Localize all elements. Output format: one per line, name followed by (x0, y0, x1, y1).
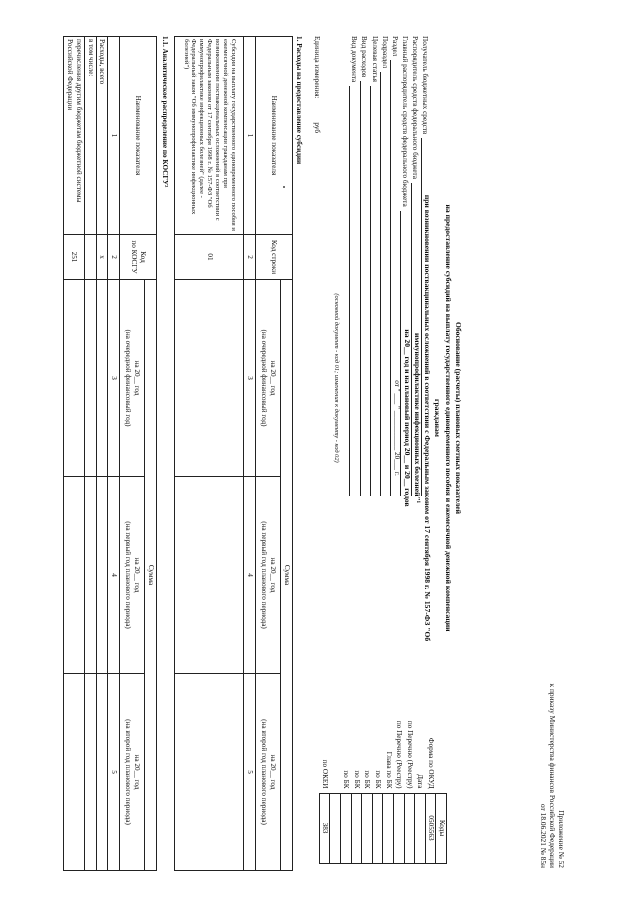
s1-row-value-2 (175, 477, 244, 674)
codes-row-label: по Перечню (Реестру) (405, 720, 414, 789)
s1-number-row (244, 37, 256, 871)
s11-col-code (120, 235, 157, 280)
info-field-label: Подраздел (380, 36, 389, 69)
s1-num-4: 4 (244, 477, 256, 674)
codes-header-row (436, 693, 447, 863)
codes-row (341, 693, 352, 863)
s11-col-year1-b: (на очередной финансовый год) (124, 329, 132, 427)
s11-row-code: 251 (64, 235, 85, 280)
info-fields (350, 36, 432, 496)
codes-row-label: по БК (342, 770, 351, 789)
info-field-underline (421, 138, 430, 496)
codes-row-value (341, 793, 352, 863)
section-11-table (63, 36, 157, 871)
codes-row (383, 693, 394, 863)
s11-row-code: x (96, 235, 108, 280)
info-field-underline (350, 86, 359, 496)
codes-row-label: по ОКЕИ (321, 759, 329, 789)
s11-row-code (85, 235, 97, 280)
s1-col-year2-b: (на первый год планового периода) (260, 521, 268, 629)
s11-body (64, 37, 108, 871)
s11-num-3: 3 (108, 280, 120, 477)
rotated-form (35, 28, 565, 878)
codes-row-value: 383 (319, 793, 330, 863)
s1-col-year2 (256, 477, 281, 674)
info-field-label: Распорядитель средств федерального бюджета (411, 36, 420, 179)
codes-row-label: Глава по БК (384, 751, 393, 789)
codes-row (330, 693, 341, 863)
appendix-number: Приложение № 52 (557, 810, 566, 868)
s11-row-value (64, 280, 85, 477)
doc-type-caption: (основной документ - код 01; изменения к документу - код 02) (333, 293, 340, 463)
s11-row-value (85, 674, 97, 871)
s11-col-name: Наименование показателя (120, 37, 157, 235)
info-field-row (350, 36, 360, 496)
s11-col-year3 (120, 674, 145, 871)
s1-num-3: 3 (244, 280, 256, 477)
info-field-underline (360, 81, 369, 496)
s11-num-4: 4 (108, 477, 120, 674)
s11-data-row (64, 37, 85, 871)
info-field-underline (411, 183, 420, 496)
s11-col-code-a: Код (138, 251, 147, 263)
codes-row (404, 693, 415, 863)
s11-row-value (96, 280, 108, 477)
codes-header-spacer (436, 693, 447, 793)
s11-col-year2 (120, 477, 145, 674)
info-field-label: Вид расходов (360, 36, 369, 78)
codes-row-label: по Перечню (Реестру) (395, 720, 404, 789)
s11-col-year3-a: на 20__ год (132, 754, 141, 790)
codes-row (425, 693, 436, 863)
info-field-row (390, 36, 400, 496)
s1-col-name: Наименование показателя (256, 37, 293, 235)
codes-row-value (394, 793, 405, 863)
codes-row (372, 693, 383, 863)
s11-num-2: 2 (108, 235, 120, 280)
s11-col-sum: Сумма (145, 280, 157, 871)
codes-row (394, 693, 405, 863)
codes-row-label: Дата (416, 774, 425, 789)
s11-row-value (64, 477, 85, 674)
title-line-2: на предоставление субсидий на выплату государственного единовременного пособия и ежемесячной денежной компенсации гражданам (433, 204, 453, 632)
s1-col-year2-a: на 20__ год (268, 557, 277, 593)
codes-row-value (415, 793, 426, 863)
date-line: от " ___ " ___________ 20___ г. (393, 380, 401, 476)
s1-num-2: 2 (244, 235, 256, 280)
codes-row-label: по БК (373, 770, 382, 789)
s11-num-1: 1 (108, 37, 120, 235)
info-field-label: Целевая статья (370, 36, 379, 82)
s11-row-value (96, 477, 108, 674)
codes-row-value (351, 793, 362, 863)
codes-row-label (330, 693, 341, 793)
s1-col-year1-a: на 20__ год (268, 360, 277, 396)
s1-data-row (175, 37, 244, 871)
unit-line (312, 36, 321, 336)
s11-row-value (85, 280, 97, 477)
codes-row (362, 693, 373, 863)
info-field-row (421, 36, 431, 496)
s11-number-row (108, 37, 120, 871)
info-field-row (400, 36, 410, 496)
s1-col-year3-b: (на второй год планового периода) (260, 719, 268, 825)
codes-row-label: Форма по ОКУД (426, 737, 435, 789)
codes-row-label: по БК (363, 770, 372, 789)
title-line-4: на 20__ год и на плановый период 20__ и 20__ годов (402, 329, 412, 507)
s11-row-value (85, 477, 97, 674)
s1-row-label: Субсидия на выплату государственного единовременного пособия и ежемесячной денежной компенсации гражданам при возникновении поствакцинальных осложнений в соответствии с Федеральным законом от 17 сентября 1998 г. № 157-ФЗ "Об иммунопрофилактике инфекционных болезней" (далее - Федеральный закон "Об иммунопрофилактике инфекционных болезней") (175, 37, 244, 235)
s11-col-year2-b: (на первый год планового периода) (124, 521, 132, 629)
codes-row-value (383, 793, 394, 863)
s11-num-5: 5 (108, 674, 120, 871)
s1-col-year3 (256, 674, 281, 871)
codes-row-label: по БК (352, 770, 361, 789)
info-field-row (411, 36, 421, 496)
codes-row-value (372, 793, 383, 863)
s1-num-5: 5 (244, 674, 256, 871)
appendix-order: к приказу Министерства финансов Российской Федерации (548, 683, 558, 868)
s11-row-value (96, 674, 108, 871)
appendix-date: от 18.06.2021 № 85н (539, 803, 549, 868)
s1-num-1: 1 (244, 37, 256, 235)
appendix-block (538, 538, 565, 868)
s11-col-year3-b: (на второй год планового периода) (124, 719, 132, 825)
s11-row-value (64, 674, 85, 871)
s1-row-value-1 (175, 280, 244, 477)
s11-col-year2-a: на 20__ год (132, 557, 141, 593)
s11-row-label: в том числе: (85, 37, 97, 235)
info-field-row (380, 36, 390, 496)
s1-col-sum: Сумма (281, 280, 293, 871)
codes-body (319, 693, 446, 863)
s11-data-row (85, 37, 97, 871)
info-field-label: Главный распорядитель средств федерального бюджета (401, 36, 410, 207)
s11-col-code-b: по КОСГУ (130, 240, 138, 274)
section-11-heading: 1.1. Аналитическое распределение по КОСГУ² (161, 36, 169, 188)
s1-col-year1 (256, 280, 281, 477)
s1-row-code: 01 (175, 235, 244, 280)
codes-row-value (404, 793, 415, 863)
s11-row-label: перечисления другим бюджетам бюджетной системы Российской Федерации (64, 37, 85, 235)
codes-row-value: 0505563 (425, 793, 436, 863)
codes-header: Коды (436, 793, 447, 863)
codes-row (319, 693, 330, 863)
info-field-underline (390, 60, 399, 496)
unit-value: руб (313, 122, 321, 133)
title-line-3: при возникновении поствакцинальных осложнений в соответствии с Федеральным законом от 17 сентября 1998 г. № 157-ФЗ "Об иммунопрофилактике инфекционных болезней"¹ (413, 194, 433, 642)
info-field-underline (380, 72, 389, 496)
section-1-table (174, 36, 293, 871)
info-field-row (370, 36, 380, 496)
info-field-underline (400, 211, 409, 496)
s11-row-label: Расходы, всего (96, 37, 108, 235)
codes-row (415, 693, 426, 863)
s1-col-year3-a: на 20__ год (268, 754, 277, 790)
unit-label: Единица измерения: (313, 36, 321, 99)
s1-row-value-3 (175, 674, 244, 871)
codes-table (319, 693, 447, 864)
info-field-label: Раздел (390, 36, 399, 57)
info-field-row (360, 36, 370, 496)
codes-row-value (362, 793, 373, 863)
info-field-underline (370, 86, 379, 496)
section-1-heading: 1. Расходы на предоставление субсидии (295, 36, 303, 165)
s11-col-year1 (120, 280, 145, 477)
codes-row (351, 693, 362, 863)
s1-col-year1-b: (на очередной финансовый год) (260, 329, 268, 427)
info-field-label: Получатель бюджетных средств (421, 36, 430, 135)
s11-data-row (96, 37, 108, 871)
s11-col-year1-a: на 20__ год (132, 360, 141, 396)
codes-row-value (330, 793, 341, 863)
title-line-1: Обоснование (расчеты) плановых сметных показателей (454, 322, 463, 514)
info-field-label: Вид документа (350, 36, 359, 83)
s1-col-code: Код строки (256, 235, 293, 280)
